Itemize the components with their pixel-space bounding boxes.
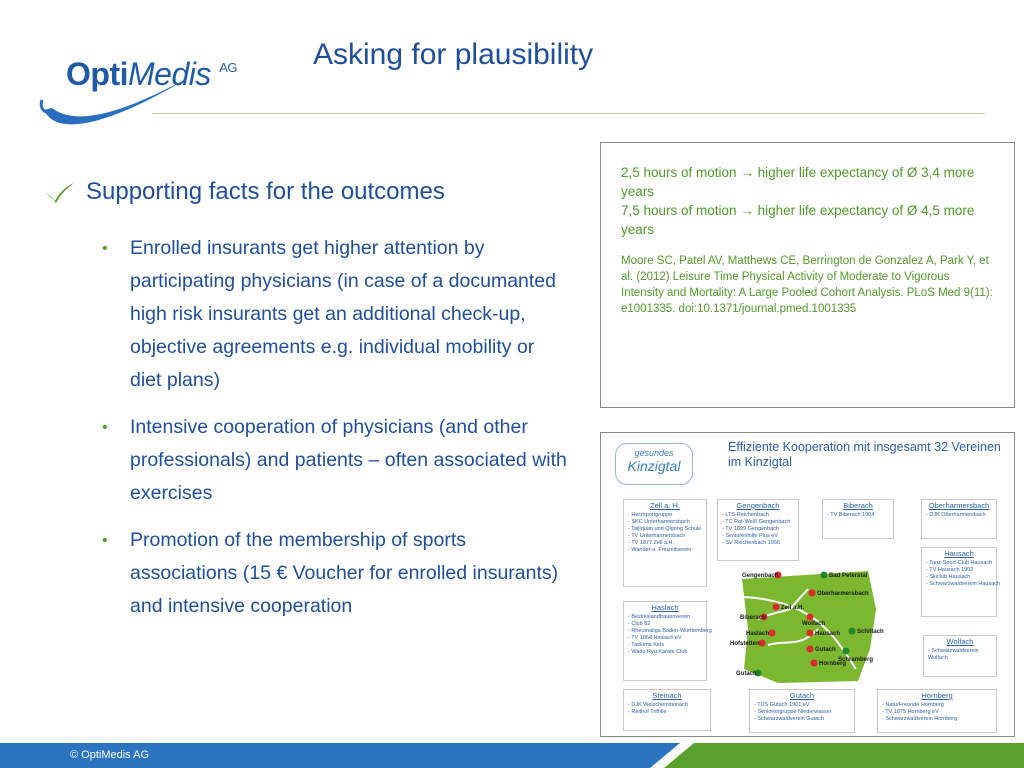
logo-ag: AG (219, 60, 238, 75)
slide-title: Asking for plausibility (313, 38, 594, 71)
club-item: - Rheumaliga Baden-Württemberg (628, 628, 712, 634)
fact-line-1: 2,5 hours of motion → higher life expectancy of Ø 3,4 more years (621, 165, 975, 199)
title-divider (152, 113, 985, 114)
section-heading (44, 178, 445, 206)
image-title: Effiziente Kooperation mit insgesamt 32 Vereinen im Kinzigtal (728, 440, 1001, 469)
club-item: - TV 1899 Gengenbach (722, 526, 780, 532)
kinzigtal-logo-main: Kinzigtal (627, 458, 681, 474)
kinzigtal-cooperation-image (600, 432, 1015, 737)
club-item: - LTS-Reichenbach (722, 512, 769, 518)
bullet-text: Promotion of the membership of sports associations (15 € Voucher for enrolled insurants) and intensive cooperation (130, 529, 559, 617)
club-box-wolfach (923, 635, 997, 677)
club-item: - TV Biberach 1904 (827, 512, 875, 518)
club-item: - SV Reichenbach 1956 (722, 540, 781, 546)
club-name: Gutach (789, 691, 815, 700)
club-item: - Taijiquan und Qigong Schule (628, 526, 702, 532)
map-label: Gutach (736, 671, 757, 677)
logo-medis: Medis (127, 56, 211, 92)
map-label: Hofstetten (730, 641, 760, 647)
club-name: Oberharmersbach (928, 501, 990, 510)
club-name: Wolfach (946, 637, 974, 646)
town-marker-haslach (769, 630, 776, 637)
bullet-item (102, 232, 567, 397)
map-label: Gutach (815, 647, 836, 653)
section-heading-text: Supporting facts for the outcomes (86, 178, 445, 205)
fact-line-2: 7,5 hours of motion → higher life expectancy of Ø 4,5 more years (621, 203, 975, 237)
map-label: Hornberg (819, 661, 846, 667)
club-box-gutach (749, 689, 855, 733)
club-item: - Taekima Kids (628, 642, 664, 648)
map-label: Hausach (815, 631, 841, 637)
citation-text: Moore SC, Patel AV, Matthews CE, Berrington de Gonzalez A, Park Y, et al. (2012) Leisure Time Physical Activity of Moderate to Vigorous Intensity and Mortality: A Large Pooled Cohort Analysis. PLoS Med 9(11): e1001335. doi:10.1371/journal.pmed.1001335 (621, 255, 993, 315)
club-item: - TUS Gutach 1901 eV (754, 702, 810, 708)
club-item: - NaturFreunde Hornberg (882, 702, 944, 708)
kinzigtal-logo-small: gesundes (634, 448, 674, 458)
kinzigtal-map (730, 569, 884, 686)
bullet-text: Enrolled insurants get higher attention by participating physicians (in case of a documanted high risk insurants get an additional check-up, objective agreements e.g. individual mobility or diet plans) (130, 237, 556, 391)
town-marker-schramberg (843, 648, 850, 655)
map-label: Zell a.H. (781, 605, 805, 611)
club-name: Haslach (651, 603, 679, 612)
club-name: Hausach (944, 549, 974, 558)
club-item: - Club 82 (628, 621, 651, 627)
town-marker-wolfach (807, 614, 814, 621)
club-box-gengenbach (717, 499, 799, 561)
club-item: - Tanz-Sport-Club Hausach (926, 560, 993, 566)
club-item: - Seniorenhilfe Plus eV (722, 533, 778, 539)
club-name: Gengenbach (736, 501, 780, 510)
club-item: - Wander-u. Freizeitverein (628, 547, 692, 553)
club-item: - DJK Welschensteinach (628, 702, 688, 708)
club-box-haslach (623, 601, 712, 681)
club-item: - Schwarzwaldverein Gutach (754, 716, 825, 722)
club-item: - DJK Oberharmersbach (926, 512, 986, 518)
footer-bar (0, 743, 1024, 768)
club-box-biberach (822, 499, 894, 539)
club-name: Zell a. H. (649, 501, 680, 510)
logo-opti: Opti (66, 56, 128, 92)
club-item: - Skiclub Hausach (926, 574, 971, 580)
map-label: Oberharmersbach (817, 591, 869, 597)
bullet-item (102, 524, 567, 623)
club-item: - Schwarzwaldverein Wolfach (928, 648, 979, 661)
club-item: - TV 1875 Hornberg eV (882, 709, 939, 715)
town-marker-hornberg (811, 660, 818, 667)
town-marker-bad-peterstal (821, 572, 828, 579)
map-label: Schramberg (838, 657, 874, 663)
club-item: - Bezirkslandfrauenverein (628, 614, 691, 620)
reference-box (600, 142, 1015, 408)
club-item: - TV Unterharmersbach (628, 533, 686, 539)
footer-green-band (660, 743, 1024, 768)
club-item: - Wado Ryu Karate Club (628, 649, 688, 655)
bullet-text: Intensive cooperation of physicians (and other professionals) and patients – often associated with exercises (130, 416, 567, 504)
club-item: - Seniorengruppe Niederwasser (754, 709, 832, 715)
footer-copyright: © OptiMedis AG (70, 749, 150, 761)
map-region (742, 571, 876, 683)
map-label: Wolfach (802, 621, 826, 627)
club-item: - TC Rot-Weiß Gengenbach (722, 519, 791, 525)
club-box-oberharmersbach (921, 499, 997, 539)
town-marker-zell (773, 604, 780, 611)
optimedis-logo (38, 50, 248, 130)
map-label: Schiltach (857, 629, 884, 635)
town-marker-gutach (807, 646, 814, 653)
club-item: - SKC Unterharmersbach (628, 519, 690, 525)
map-label: Haslach (746, 631, 770, 637)
town-marker-oberharmersbach (809, 590, 816, 597)
club-item: - TV 1864 Haslach eV (628, 635, 682, 641)
town-marker-hausach (807, 630, 814, 637)
map-label: Gengenbach (742, 573, 779, 579)
club-name: Hornberg (921, 691, 953, 700)
club-item: - Reithof Trifhile (628, 709, 667, 715)
club-name: Biberach (843, 501, 873, 510)
kinzigtal-logo (615, 443, 693, 485)
club-box-hornberg (877, 689, 997, 733)
bullet-dot-icon: • (102, 240, 108, 257)
bullet-list (102, 232, 567, 637)
club-item: - Herzsportgruppe (628, 512, 673, 518)
club-item: - TV Hausach 1902 (926, 567, 974, 573)
club-box-zell (623, 499, 707, 587)
map-label: Biberach (740, 615, 766, 621)
map-label: Bad Peterstal (829, 573, 868, 579)
club-name: Steinach (652, 691, 682, 700)
club-item: - TV 1877 Zell a.H. (628, 540, 675, 546)
bullet-dot-icon: • (102, 532, 108, 549)
club-item: - Schwarzwaldverein Hausach (926, 581, 1000, 587)
club-item: - Schwarzwaldverein Hornberg (882, 716, 958, 722)
bullet-dot-icon: • (102, 419, 108, 436)
bullet-item (102, 411, 567, 510)
checkmark-icon (44, 181, 76, 203)
town-marker-schiltach (849, 628, 856, 635)
club-box-hausach (921, 547, 1000, 617)
club-box-steinach (623, 689, 711, 731)
